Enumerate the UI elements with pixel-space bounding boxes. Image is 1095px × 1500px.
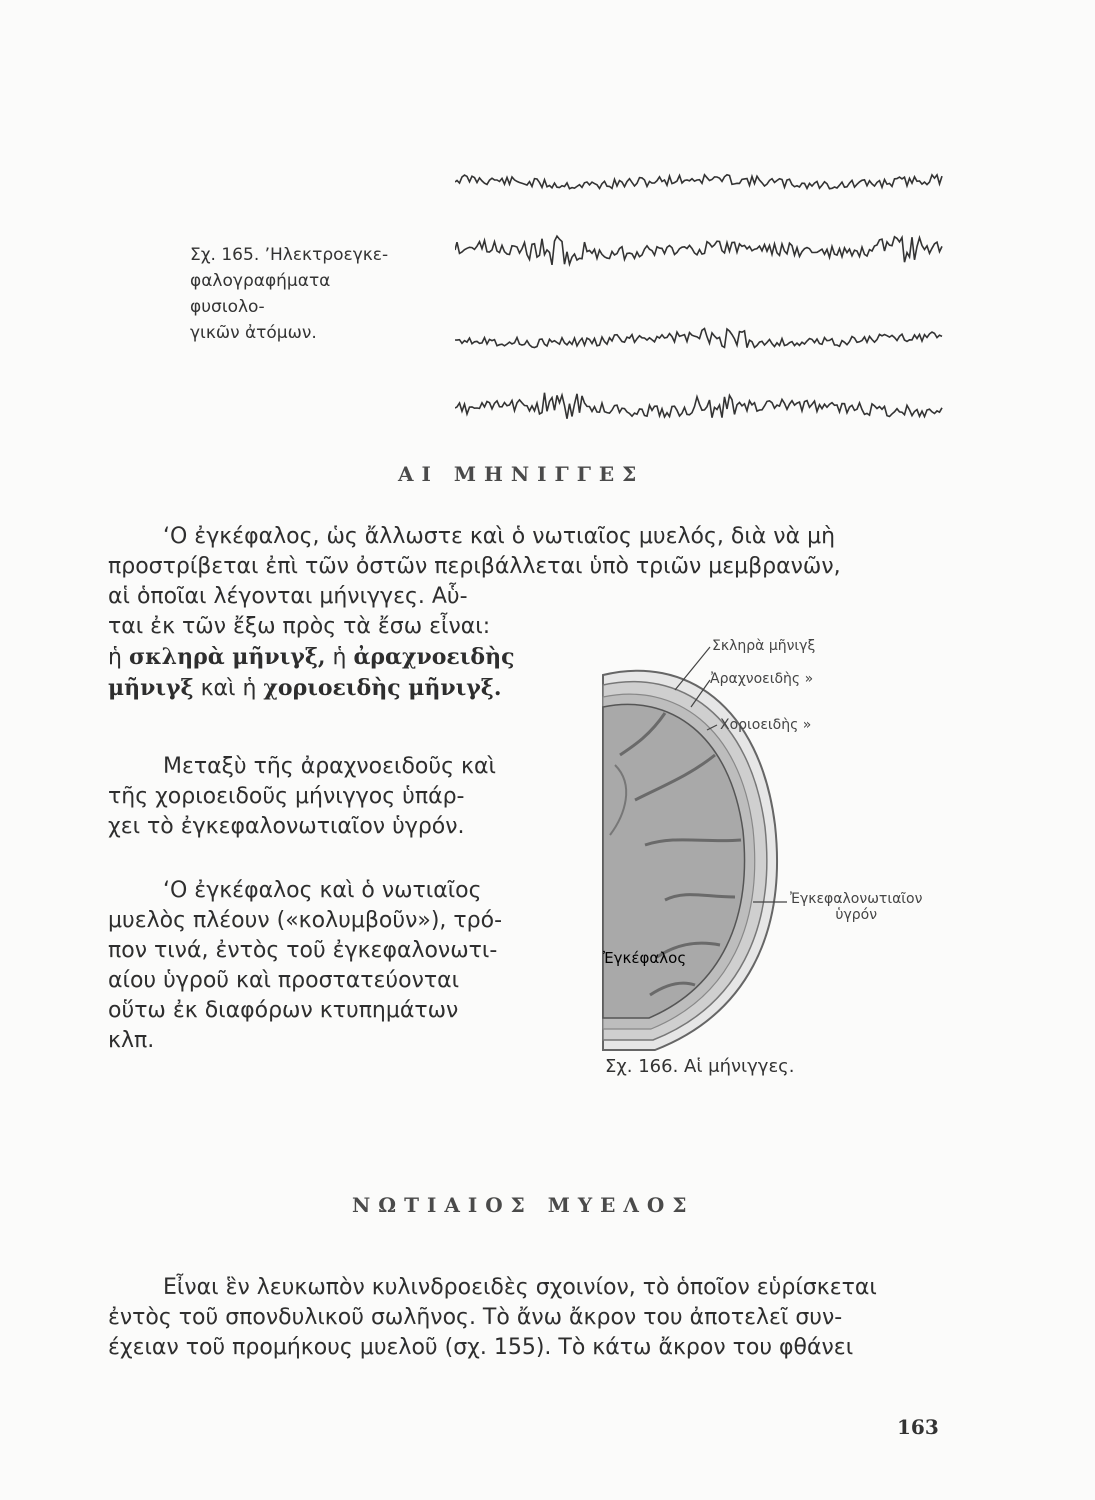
paragraph-floating <box>108 876 528 1056</box>
term-pia: χοριοειδὴς μῆνιγξ. <box>263 675 502 701</box>
term-arachnoid: ἀραχνοειδὴς <box>353 644 515 670</box>
paragraph-meninges-list <box>108 582 548 704</box>
text-fragment: ἡ <box>332 645 347 670</box>
text-line: κλπ. <box>108 1028 155 1053</box>
figure-165-caption <box>190 242 400 346</box>
text-line: ‘Ο ἐγκέφαλος, ὡς ἄλλωστε καὶ ὁ νωτιαῖος μυελός, διὰ νὰ μὴ <box>163 524 836 549</box>
eeg-traces-figure <box>455 160 945 425</box>
text-line: πον τινά, ἐντὸς τοῦ ἐγκεφαλονωτι- <box>108 938 498 963</box>
text-line: προστρίβεται ἐπὶ τῶν ὀστῶν περιβάλλεται ὑπὸ τριῶν μεμβρανῶν, <box>108 554 841 579</box>
eeg-trace-1 <box>455 175 942 189</box>
label-arachnoid: Ἀραχνοειδὴς » <box>710 671 814 687</box>
text-line: μυελὸς πλέουν («κολυμβοῦν»), τρό- <box>108 908 503 933</box>
label-csf-line: Ἐγκεφαλονωτιαῖον <box>790 891 923 907</box>
text-line: ται ἐκ τῶν ἔξω πρὸς τὰ ἔσω εἶναι: <box>108 614 491 639</box>
section-heading-spinal-cord: ΝΩΤΙΑΙΟΣ ΜΥΕΛΟΣ <box>352 1193 695 1217</box>
eeg-trace-2 <box>455 236 942 265</box>
text-line: Μεταξὺ τῆς ἀραχνοειδοῦς καὶ <box>163 754 496 779</box>
caption-line: γικῶν ἀτόμων. <box>190 323 317 343</box>
term-dura: σκληρὰ μῆνιγξ, <box>128 644 326 670</box>
eeg-trace-3 <box>455 329 942 348</box>
section-heading-meninges: ΑΙ ΜΗΝΙΓΓΕΣ <box>398 462 645 486</box>
eeg-trace-4 <box>455 393 942 419</box>
page-number: 163 <box>897 1415 939 1439</box>
label-csf <box>790 891 922 923</box>
text-line <box>108 642 548 673</box>
text-line: οὕτω ἐκ διαφόρων κτυπημάτων <box>108 998 459 1023</box>
text-fragment: ἡ <box>108 645 122 670</box>
term-meninx: μῆνιγξ <box>108 675 194 701</box>
text-line: τῆς χοριοειδοῦς μήνιγγος ὑπάρ- <box>108 784 465 809</box>
paragraph-csf <box>108 752 528 842</box>
text-line: αίου ὑγροῦ καὶ προστατεύονται <box>108 968 460 993</box>
caption-line: φαλογραφήματα φυσιολο- <box>190 271 331 317</box>
text-line: χει τὸ ἐγκεφαλονωτιαῖον ὑγρόν. <box>108 814 465 839</box>
text-line: ‘Ο ἐγκέφαλος καὶ ὁ νωτιαῖος <box>163 878 482 903</box>
label-csf-line: ὑγρόν <box>835 907 878 923</box>
text-line: ἐντὸς τοῦ σπονδυλικοῦ σωλῆνος. Τὸ ἄνω ἄκρον του ἀποτελεῖ συν- <box>108 1305 843 1330</box>
text-line: αἱ ὁποῖαι λέγονται μήνιγγες. Αὗ- <box>108 584 468 609</box>
figure-166-caption: Σχ. 166. Αἱ μήνιγγες. <box>605 1056 795 1077</box>
label-dura: Σκληρὰ μῆνιγξ <box>712 638 816 654</box>
paragraph-meninges-intro <box>108 522 956 582</box>
text-line: έχειαν τοῦ προμήκους μυελοῦ (σχ. 155). Τὸ κάτω ἄκρον του φθάνει <box>108 1335 854 1360</box>
text-line <box>108 673 548 704</box>
meninges-diagram <box>595 635 955 1055</box>
text-fragment: καὶ ἡ <box>200 676 257 701</box>
caption-line: Σχ. 165. ’Ηλεκτροεγκε- <box>190 245 389 265</box>
label-pia: Χοριοειδὴς » <box>720 717 812 733</box>
paragraph-spinal-cord <box>108 1273 956 1363</box>
text-line: Εἶναι ἓν λευκωπὸν κυλινδροειδὲς σχοινίον, τὸ ὁποῖον εὑρίσκεται <box>163 1275 877 1300</box>
brain-label: Ἐγκέφαλος <box>603 949 687 967</box>
